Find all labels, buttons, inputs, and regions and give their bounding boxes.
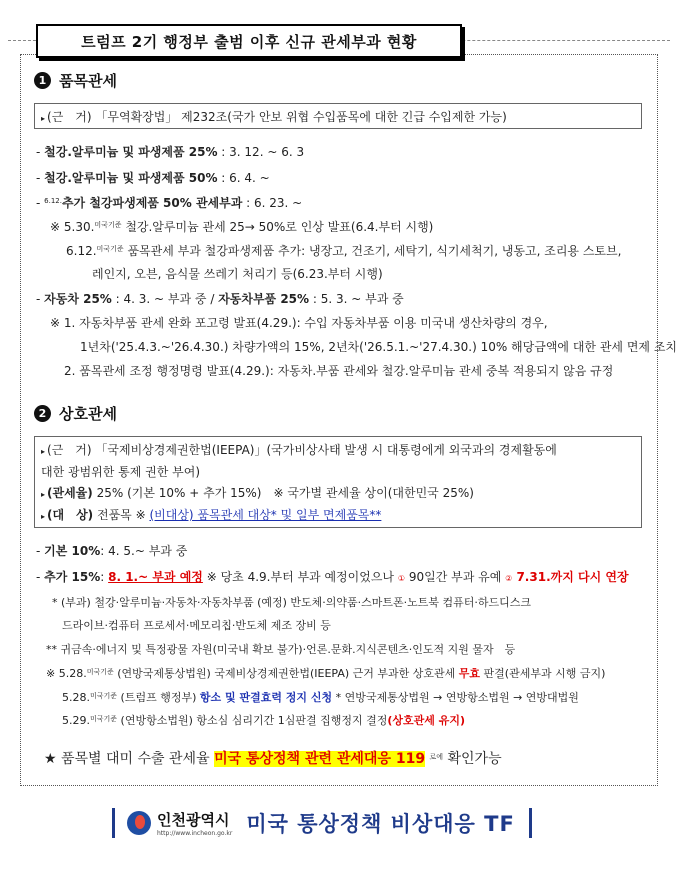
court-line: 5.29.$^{미국기준}$ (연방항소법원) 항소심 심리기간 1심판결 집행정지 결정(상호관세 유지) <box>62 714 466 727</box>
triangle-icon: ▸ <box>41 114 46 123</box>
basis-label: (근 거) <box>47 110 92 124</box>
footer-note: ★ 품목별 대미 수출 관세율 미국 통상정책 관련 관세대응 119 $^{로에}$ 확인가능 <box>44 751 502 767</box>
section2-title: 상호관세 <box>59 405 117 423</box>
note-line: ※ 5.30.$^{미국기준}$ 철강.알루미늄 관세 25→ 50%로 인상 발표(6.4.부터 시행) <box>50 220 434 234</box>
section1-basis-box <box>34 103 642 129</box>
note-line: ※ 1. 자동차부품 관세 완화 포고령 발표(4.29.): 수입 자동차부품 이용 미국내 생산차량의 경우, <box>50 316 548 330</box>
target-label: (대 상) <box>47 508 94 522</box>
court-line: ※ 5.28.$^{미국기준}$ (연방국제통상법원) 국제비상경제권한법(IEEPA) 근거 부과한 상호관세 무효 판결(관세부과 시행 금지) <box>46 667 606 680</box>
incheon-logo-icon <box>127 811 151 835</box>
list-item: - 기본 10%: 4. 5.~ 부과 중 <box>36 544 188 558</box>
target-exempt-text: (비대상) 품목관세 대상* 및 일부 면제품목** <box>149 508 382 522</box>
target-text: 전품목 ※ <box>97 508 150 522</box>
section1-title: 품목관세 <box>59 72 117 90</box>
logo-url: http://www.incheon.go.kr <box>157 830 233 837</box>
note-line: 6.12.$^{미국기준}$ 품목관세 부과 철강파생제품 추가: 냉장고, 건조기, 세탁기, 식기세척기, 냉동고, 조리용 스토브, <box>66 244 622 258</box>
incheon-logo <box>127 809 232 837</box>
section1-heading <box>34 70 117 91</box>
note-line: 2. 품목관세 조정 행정명령 발표(4.29.): 자동차.부품 관세와 철강.알루미늄 관세 중복 적용되지 않음 규정 <box>64 364 614 378</box>
court-line: 5.28.$^{미국기준}$ (트럼프 행정부) 항소 및 판결효력 정지 신청 * 연방국제통상법원 → 연방항소법원 → 연방대법원 <box>62 691 579 704</box>
triangle-icon: ▸ <box>41 490 46 499</box>
list-item: - 추가 15%: 8. 1.~ 부과 예정 ※ 당초 4.9.부터 부과 예정이었으나 ① 90일간 부과 유예 ② 7.31.까지 다시 연장 <box>36 570 629 584</box>
page-title: 트럼프 2기 행정부 출범 이후 신규 관세부과 현황 <box>36 24 462 58</box>
list-item: - 철강.알루미늄 및 파생제품 25% : 3. 12. ~ 6. 3 <box>36 145 305 159</box>
list-item: - 철강.알루미늄 및 파생제품 50% : 6. 4. ~ <box>36 171 270 185</box>
basis-label: (근 거) <box>47 443 92 457</box>
logo-name: 인천광역시 <box>157 811 230 829</box>
basis-text-cont: 대한 광범위한 통제 권한 부여) <box>41 465 201 479</box>
list-item: - 자동차 25% : 4. 3. ~ 부과 중 / 자동차부품 25% : 5. 3. ~ 부과 중 <box>36 292 404 306</box>
section2-basis-box <box>34 436 642 528</box>
note-line: 1년차('25.4.3.~'26.4.30.) 차량가액의 15%, 2년차('26.5.1.~'27.4.30.) 10% 해당금액에 대한 관세 면제 조치 <box>80 340 678 354</box>
basis-text: 「국제비상경제권한법(IEEPA)」(국가비상사태 발생 시 대통령에게 외국과의 경제활동에 <box>95 443 557 457</box>
footnote-line: ** 귀금속·에너지 및 특정광물 자원(미국내 확보 불가)·언론.문화.지식콘텐츠·인도적 지원 물자 등 <box>46 643 516 656</box>
footnote-line: * (부과) 철강·알루미늄·자동차·자동차부품 (예정) 반도체·의약품·스마트폰·노트북 컴퓨터·하드디스크 <box>52 596 532 609</box>
triangle-icon: ▸ <box>41 447 46 456</box>
number-2-icon: 2 <box>34 405 51 422</box>
tf-title: 미국 통상정책 비상대응 TF <box>246 812 515 836</box>
rate-label: (관세율) <box>47 486 93 500</box>
list-item: - $^{6.12.}$추가 철강파생제품 50% 관세부과 : 6. 23. ~ <box>36 196 303 210</box>
basis-text: 「무역확장법」 제232조(국가 안보 위협 수입품목에 대한 긴급 수입제한 가능) <box>95 110 507 124</box>
triangle-icon: ▸ <box>41 512 46 521</box>
footnote-line: 드라이브·컴퓨터 프로세서·메모리칩·반도체 제조 장비 등 <box>62 619 331 632</box>
note-line: 레인지, 오븐, 음식물 쓰레기 처리기 등(6.23.부터 시행) <box>92 267 383 281</box>
right-bar <box>529 808 532 838</box>
section2-heading <box>34 403 117 424</box>
footer-banner <box>112 806 572 840</box>
star-icon: ★ <box>44 751 57 767</box>
number-1-icon: 1 <box>34 72 51 89</box>
rate-text: 25% (기본 10% + 추가 15%) ※ 국가별 관세율 상이(대한민국 25%) <box>96 486 474 500</box>
left-bar <box>112 808 115 838</box>
highlight-text: 미국 통상정책 관련 관세대응 119 <box>214 751 426 767</box>
